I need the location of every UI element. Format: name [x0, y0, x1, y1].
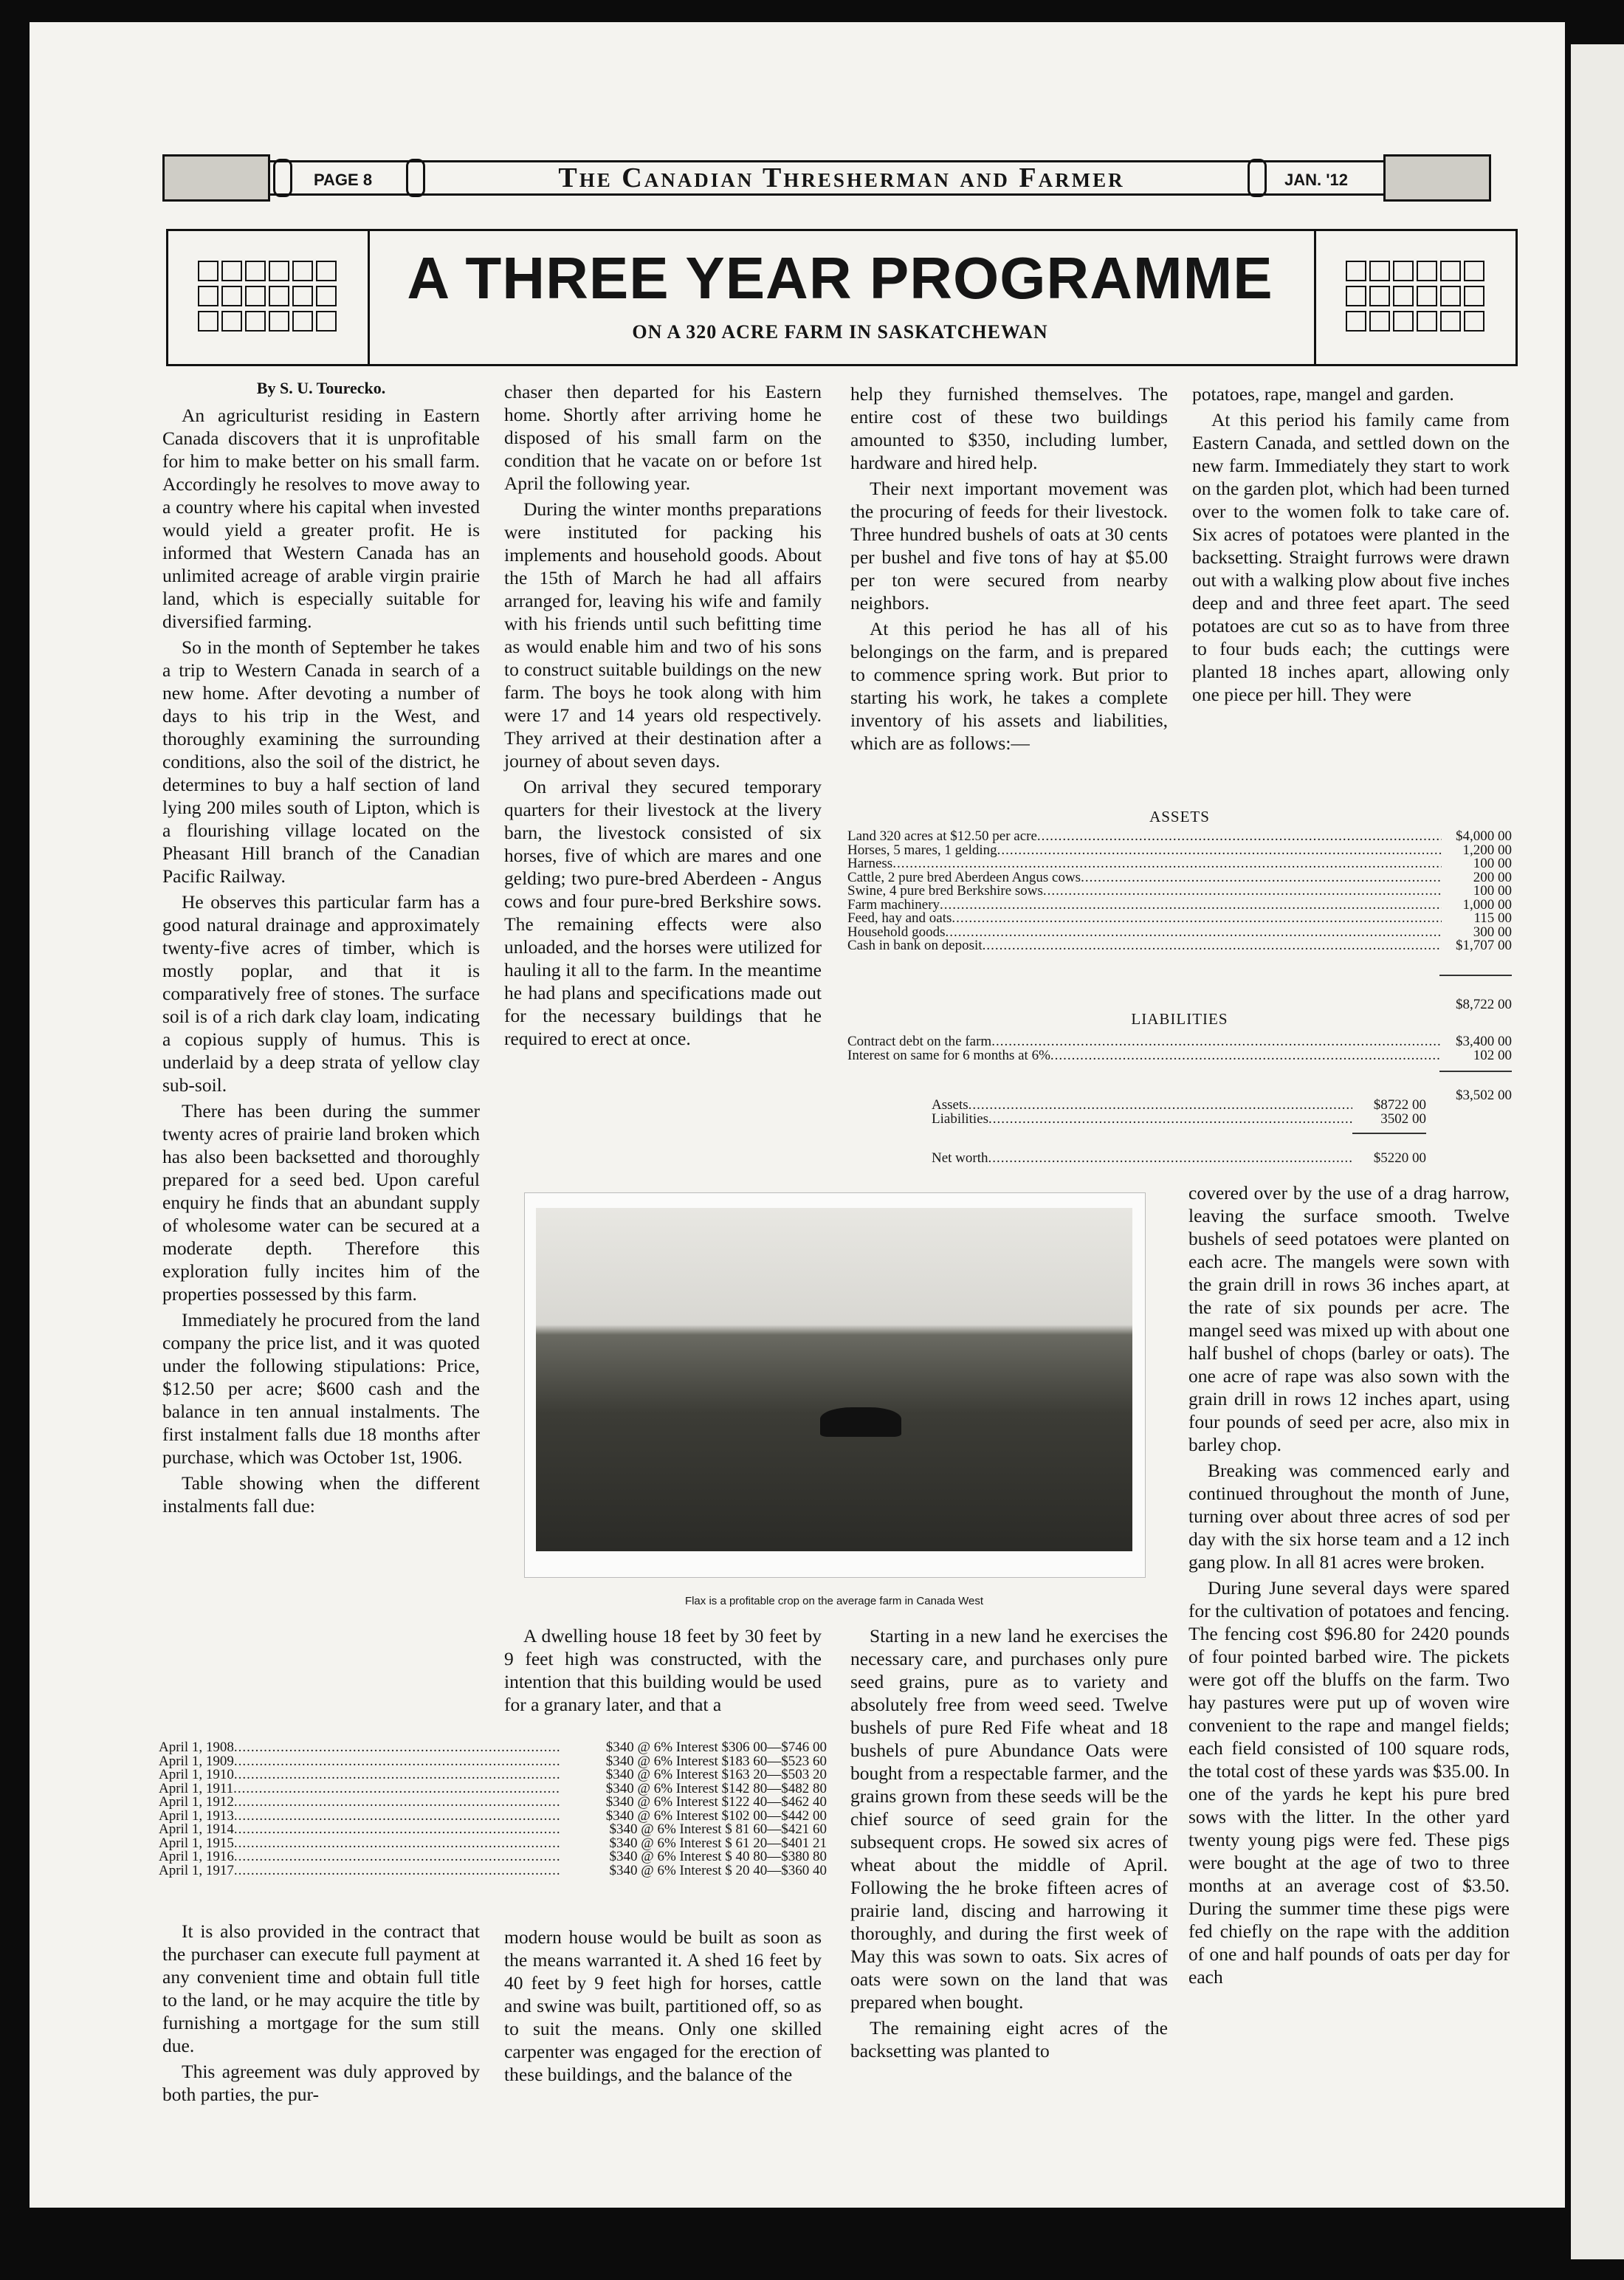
- table-row: April 1, 1908 ..... $340 @ 6% Interest $306 00—$746 00: [159, 1741, 827, 1755]
- paragraph: A dwelling house 18 feet by 30 feet by 9 feet high was constructed, with the intention that this building would be used for a granary later, and that a: [504, 1625, 822, 1715]
- assets-heading: ASSETS: [1149, 808, 1210, 825]
- table-row: Cattle, 2 pure bred Aberdeen Angus cows ..... 200 00: [847, 871, 1512, 885]
- scroll-ornament-icon: [273, 159, 292, 197]
- paragraph: This agreement was duly approved by both parties, the pur-: [162, 2061, 480, 2105]
- paragraph: An agriculturist residing in Eastern Canada discovers that it is unprofitable for him to make better on his small farm. Accordingly he resolves to move away to a country where his capital when invested would yield a greater profit. He is informed that Western Canada has an unlimited acreage of arable virgin prairie land, which is especially suitable for diversified farming.: [162, 405, 480, 632]
- paragraph: It is also provided in the contract that the purchaser can execute full payment at any convenient time and obtain full title to the land, or he may acquire the title by furnishing a mortgage for the sum still due.: [162, 1920, 480, 2056]
- net-rule: [1352, 1133, 1426, 1134]
- table-row: Farm machinery ..... 1,000 00: [847, 899, 1512, 913]
- table-row: Horses, 5 mares, 1 gelding ..... 1,200 00: [847, 844, 1512, 858]
- assets-table: [847, 830, 1512, 953]
- paragraph: During the winter months preparations were instituted for packing his implements and household goods. About the 15th of March he had all affairs arranged for, leaving his wife and family with his friends until such befitting time as would enable him and two of his sons to construct suitable buildings on the new farm. The boys he took along with him were 17 and 14 years old respectively. They arrived at their destination after a journey of about seven days.: [504, 498, 822, 772]
- paragraph: Table showing when the different instalments fall due:: [162, 1472, 480, 1517]
- table-row: April 1, 1914 ..... $340 @ 6% Interest $ 81 60—$421 60: [159, 1823, 827, 1837]
- table-row: Household goods ..... 300 00: [847, 926, 1512, 940]
- photo-image: [536, 1208, 1132, 1551]
- column-2-continued: [504, 1926, 822, 2089]
- paragraph: modern house would be built as soon as the means warranted it. A shed 16 feet by 40 feet by 9 feet high for horses, cattle and swine was built, partitioned off, so as to suit the means. Only one skilled carpenter was engaged for the erection of these buildings, and the balance of the: [504, 1926, 822, 2085]
- scroll-ornament-icon: [406, 159, 425, 197]
- left-title-ornament: [168, 231, 370, 364]
- paragraph: Immediately he procured from the land company the price list, and it was quoted under the following stipulations: Price, $12.50 per acre; $600 cash and the balance in ten annual instalments. The first instalment falls due 18 months after purchase, which was October 1st, 1906.: [162, 1309, 480, 1468]
- liabilities-total: $3,502 00: [1456, 1088, 1512, 1103]
- table-row: Cash in bank on deposit ..... $1,707 00: [847, 939, 1512, 953]
- table-row: April 1, 1915 ..... $340 @ 6% Interest $ 61 20—$401 21: [159, 1837, 827, 1851]
- paragraph: He observes this particular farm has a good natural drainage and approximately twenty-five acres of timber, which is mostly poplar, and that it is comparatively free of stones. The surface soil is of a rich dark clay loam, indicating a copious supply of humus. This is underlaid by a deep strata of yellow clay sub-soil.: [162, 891, 480, 1096]
- paragraph: Their next important movement was the procuring of feeds for their livestock. Three hundred bushels of oats at 30 cents per bushel and five tons of hay at $5.00 per ton were secured from nearby neighbors.: [850, 478, 1168, 614]
- masthead: [162, 151, 1491, 200]
- paragraph: On arrival they secured temporary quarters for their livestock at the livery barn, the livestock consisted of six horses, five of which are mares and one gelding; two pure-bred Aberdeen - Angus cows and four pure-bred Berkshire sows. The remaining effects were also unloaded, and the horses were utilized for hauling it all to the farm. In the meantime he had plans and specifications made out for the necessary buildings that he required to erect at once.: [504, 776, 822, 1049]
- scroll-ornament-icon: [1248, 159, 1267, 197]
- instalment-table: [159, 1741, 827, 1878]
- column-1-continued: [162, 1920, 480, 2109]
- table-row: April 1, 1910 ..... $340 @ 6% Interest $163 20—$503 20: [159, 1768, 827, 1782]
- adjacent-page-edge: [1571, 44, 1624, 2259]
- table-row: Assets ..... $8722 00: [932, 1099, 1426, 1113]
- issue-date: JAN. '12: [1284, 171, 1348, 189]
- liabilities-heading: LIABILITIES: [1131, 1010, 1228, 1028]
- byline: By S. U. Tourecko.: [256, 379, 386, 397]
- photo-caption: Flax is a profitable crop on the average farm in Canada West: [684, 1595, 984, 1607]
- paragraph: Starting in a new land he exercises the necessary care, and purchases only pure seed grains, pure as to variety and absolutely free from weed seed. Twelve bushels of pure Red Fife wheat and 18 bushels of pure Abundance Oats were bought from a respectable farmer, and the grains grown from these seeds will be the chief source of seed grain for the subsequent crops. He sowed six acres of wheat about the middle of April. Following the he broke fifteen acres of prairie land, discing and harrowing it thoroughly, and during the first week of May this was sown to oats. Six acres of oats were sown on the land that was prepared when bought.: [850, 1625, 1168, 2013]
- paragraph: Breaking was commenced early and continued throughout the month of June, turning over about three acres of sod per day with the six horse team and a 12 inch gang plow. In all 81 acres were broken.: [1188, 1460, 1510, 1573]
- table-row: April 1, 1917 ..... $340 @ 6% Interest $ 20 40—$360 40: [159, 1864, 827, 1878]
- total-rule: [1439, 1071, 1512, 1072]
- table-row: April 1, 1909 ..... $340 @ 6% Interest $183 60—$523 60: [159, 1755, 827, 1769]
- column-1: [162, 377, 480, 1520]
- horse-and-buggy-icon: [820, 1407, 901, 1437]
- table-row: Harness ..... 100 00: [847, 857, 1512, 871]
- paragraph: covered over by the use of a drag harrow, leaving the surface smooth. Twelve bushels of seed potatoes were planted on each acre. The mangels were sown with the grain drill in rows 36 inches apart, at the rate of six pounds per acre. The mangel seed was mixed up with about one half bushel of chops (barley or oats). The one acre of rape was also sown with the grain drill in rows 12 inches apart, using four pounds of seed per acre, also mix in barley chop.: [1188, 1182, 1510, 1455]
- paragraph: chaser then departed for his Eastern home. Shortly after arriving home he disposed of his small farm on the condition that he vacate on or before 1st April the following year.: [504, 381, 822, 494]
- table-row: April 1, 1916 ..... $340 @ 6% Interest $ 40 80—$380 80: [159, 1850, 827, 1864]
- grid-ornament-icon: [1346, 261, 1484, 332]
- table-row: April 1, 1911 ..... $340 @ 6% Interest $142 80—$482 80: [159, 1782, 827, 1796]
- column-4-lower: [1188, 1181, 1510, 1991]
- column-2-lower: [504, 1624, 822, 1719]
- net-worth-row: Net worth ..... $5220 00: [932, 1152, 1426, 1166]
- column-3-lower: [850, 1624, 1168, 2065]
- column-3: [850, 382, 1168, 758]
- grid-ornament-icon: [198, 261, 337, 332]
- table-row: April 1, 1913 ..... $340 @ 6% Interest $102 00—$442 00: [159, 1810, 827, 1824]
- table-row: Liabilities ..... 3502 00: [932, 1113, 1426, 1127]
- table-row: April 1, 1912 ..... $340 @ 6% Interest $122 40—$462 40: [159, 1796, 827, 1810]
- right-title-ornament: [1314, 231, 1515, 364]
- title-box: [166, 229, 1518, 366]
- paragraph: At this period he has all of his belongings on the farm, and is prepared to commence spring work. But prior to starting his work, he takes a complete inventory of his assets and liabilities, which are as follows:—: [850, 618, 1168, 754]
- column-4: [1192, 382, 1510, 709]
- table-row: Feed, hay and oats ..... 115 00: [847, 912, 1512, 926]
- paragraph: potatoes, rape, mangel and garden.: [1192, 383, 1454, 405]
- flax-field-photo: [524, 1192, 1146, 1578]
- table-row: Land 320 acres at $12.50 per acre ..... $4,000 00: [847, 830, 1512, 844]
- net-worth-summary: [932, 1099, 1426, 1126]
- paragraph: help they furnished themselves. The entire cost of these two buildings amounted to $350, including lumber, hardware and hired help.: [850, 383, 1168, 473]
- paragraph: At this period his family came from Eastern Canada, and settled down on the new farm. Immediately they start to work on the garden plot, which had been turned over to the women folk to take care of. Six acres of potatoes were planted in the backsetting. Straight furrows were drawn out with a walking plow about five inches deep and and three feet apart. The seed potatoes are cut so as to have from three to four buds each; the cuttings were planted 18 inches apart, allowing only one piece per hill. They were: [1192, 409, 1510, 705]
- column-2: [504, 380, 822, 1053]
- table-row: Interest on same for 6 months at 6% ..... 102 00: [847, 1049, 1512, 1063]
- paragraph: There has been during the summer twenty acres of prairie land broken which has also been backsetted and thoroughly prepared for a seed bed. Upon careful enquiry he finds that an abundant supply of wholesome water can be secured at a moderate depth. Therefore this exploration fully incites him of the properties possessed by this farm.: [162, 1100, 480, 1305]
- total-rule: [1439, 975, 1512, 976]
- paragraph: So in the month of September he takes a trip to Western Canada in search of a new home. After devoting a number of days to his trip in the West, and thoroughly examining the surrounding conditions, also the soil of the district, he determines to buy a half section of land lying 200 miles south of Lipton, which is a flourishing village located on the Pheasant Hill branch of the Canadian Pacific Railway.: [162, 636, 480, 887]
- left-ornament-icon: [162, 154, 270, 202]
- table-row: Contract debt on the farm ..... $3,400 00: [847, 1035, 1512, 1049]
- right-ornament-icon: [1383, 154, 1491, 202]
- paragraph: During June several days were spared for the cultivation of potatoes and fencing. The fencing cost $96.80 for 2420 pounds of four pointed barbed wire. The pickets were got off the bluffs on the farm. Two hay pastures were put up of woven wire convenient to the rape and mangel fields; each field consisted of 100 square rods, the total cost of these yards was $35.00. In one of the yards he kept his pure bred sows with the litter. In the other yard twenty young pigs were fed. These pigs were bought at the age of two to three months at an average cost of $3.50. During the summer time these pigs were fed chiefly on the rape with the addition of one and half pounds of oats per day for each: [1188, 1577, 1510, 1988]
- page-number: PAGE 8: [314, 171, 373, 189]
- article-subtitle: ON A 320 ACRE FARM IN SASKATCHEWAN: [632, 321, 1048, 343]
- article-title: A THREE YEAR PROGRAMME: [407, 245, 1273, 311]
- magazine-title: The Canadian Thresherman and Farmer: [558, 162, 1125, 193]
- liabilities-table: [847, 1035, 1512, 1062]
- table-row: Swine, 4 pure bred Berkshire sows ..... 100 00: [847, 885, 1512, 899]
- assets-total: $8,722 00: [1456, 997, 1512, 1012]
- paragraph: The remaining eight acres of the backsetting was planted to: [850, 2017, 1168, 2061]
